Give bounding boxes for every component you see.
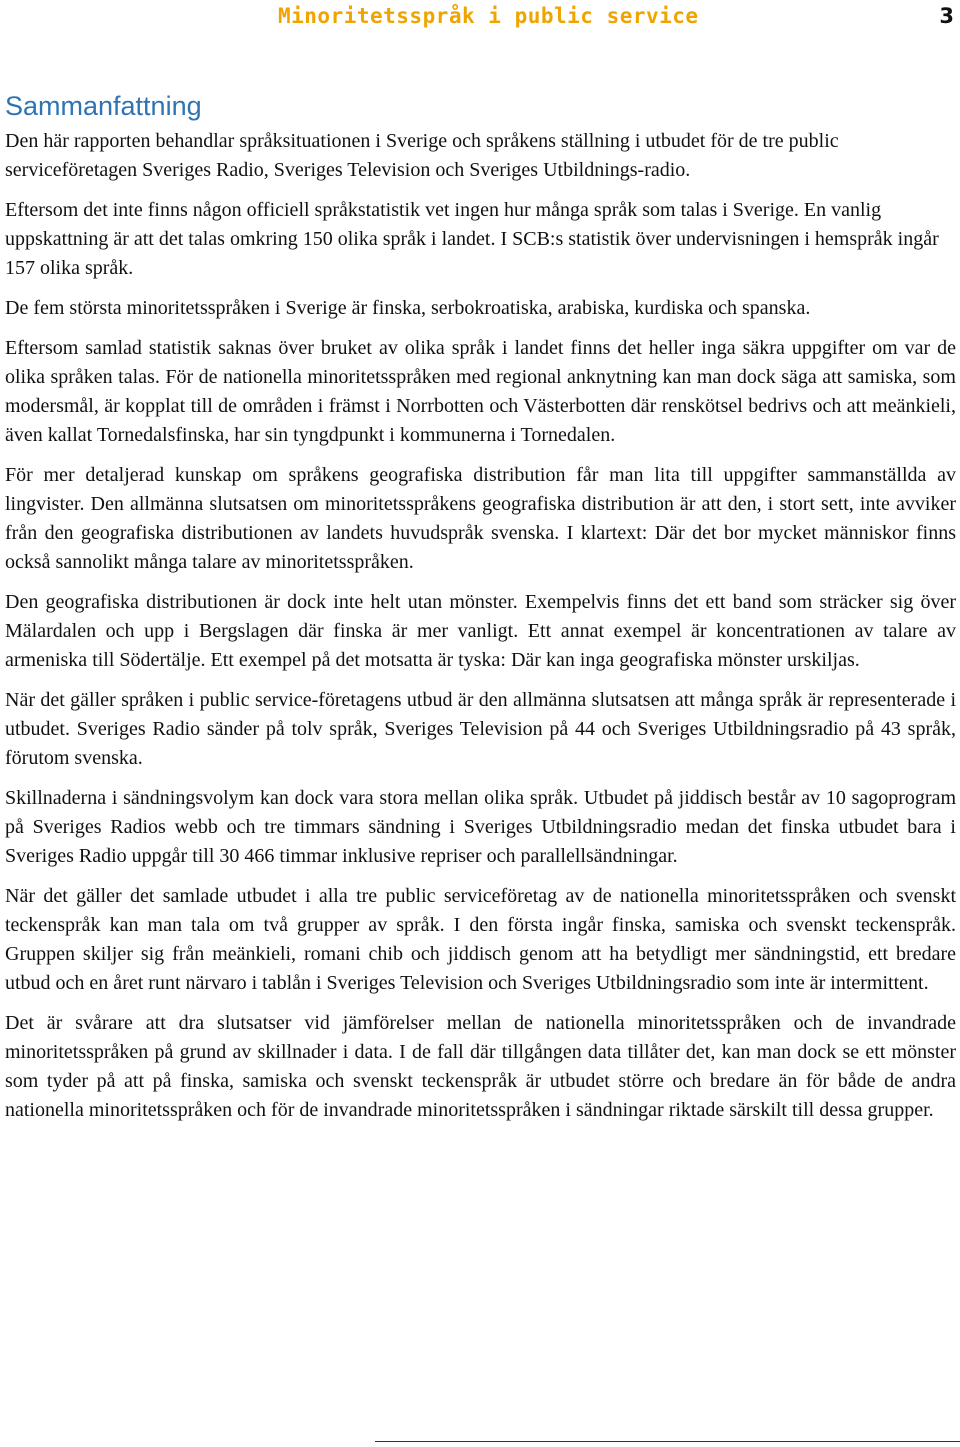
paragraph-8: Skillnaderna i sändningsvolym kan dock vara stora mellan olika språk. Utbudet på jiddisch består av 10 sagoprogram på Sveriges Radios webb och tre timmars sändning i Sveriges Utbildningsradio medan det finska utbudet bara i Sveriges Radio uppgår till 30 466 timmar inklusive repriser och parallellsändningar. bbox=[5, 787, 956, 867]
paragraph-9: När det gäller det samlade utbudet i alla tre public serviceföretag av de nationella minoritetsspråken och svenskt teckenspråk kan man tala om två grupper av språk. I den första ingår finska, samiska och svenskt teckenspråk. Gruppen skiljer sig från meänkieli, romani chib och jiddisch genom att ha betydligt mer sändningstid, ett bredare utbud och en året runt närvaro i tablån i Sveriges Television och Sveriges Utbildningsradio som inte är intermittent. bbox=[5, 885, 956, 994]
section-title: Sammanfattning bbox=[5, 91, 202, 121]
page-number: 3 bbox=[939, 4, 954, 28]
paragraph-5: För mer detaljerad kunskap om språkens geografiska distribution får man lita till uppgifter sammanställda av lingvister. Den allmänna slutsatsen om minoritetsspråkens geografiska distribution är att den, i stort sett, inte avviker från den geografiska distributionen av landets huvudspråk svenska. I klartext: Där det bor mycket människor finns också sannolikt många talare av minoritetsspråken. bbox=[5, 464, 956, 573]
paragraph-3: De fem största minoritetsspråken i Sverige är finska, serbokroatiska, arabiska, kurdiska och spanska. bbox=[5, 297, 811, 319]
paragraph-2: Eftersom det inte finns någon officiell språkstatistik vet ingen hur många språk som talas i Sverige. En vanlig uppskattning är att det talas omkring 150 olika språk i landet. I SCB:s statistik över undervisningen i hemspråk ingår 157 olika språk. bbox=[5, 199, 939, 279]
paragraph-7: När det gäller språken i public service-företagens utbud är den allmänna slutsatsen att många språk är representerade i utbudet. Sveriges Radio sänder på tolv språk, Sveriges Television på 44 och Sveriges Utbildningsradio på 43 språk, förutom svenska. bbox=[5, 689, 956, 769]
paragraph-6: Den geografiska distributionen är dock inte helt utan mönster. Exempelvis finns det ett band som sträcker sig över Mälardalen och upp i Bergslagen där finska är mer vanligt. Ett annat exempel är koncentrationen av talare av armeniska till Södertälje. Ett exempel på det motsatta är tyska: Där kan inga geografiska mönster urskiljas. bbox=[5, 591, 956, 671]
document-body bbox=[5, 86, 956, 1136]
footer-rule bbox=[375, 1441, 960, 1442]
running-title: Minoritetsspråk i public service bbox=[278, 4, 699, 28]
paragraph-10: Det är svårare att dra slutsatser vid jämförelser mellan de nationella minoritetsspråken och de invandrade minoritetsspråken på grund av skillnader i data. I de fall där tillgången data tillåter det, kan man dock se ett mönster som tyder på att på finska, samiska och svenskt teckenspråk är utbudet större och bredare än för både de andra nationella minoritetsspråken och för de invandrade minoritetsspråken i sändningar riktade särskilt till dessa grupper. bbox=[5, 1012, 956, 1121]
running-header bbox=[278, 4, 960, 32]
paragraph-1: Den här rapporten behandlar språksituationen i Sverige och språkens ställning i utbudet för de tre public serviceföretagen Sveriges Radio, Sveriges Television och Sveriges Utbildnings-radio. bbox=[5, 130, 839, 181]
paragraph-4: Eftersom samlad statistik saknas över bruket av olika språk i landet finns det heller inga säkra uppgifter om var de olika språken talas. För de nationella minoritetsspråken med regional anknytning kan man dock säga att samiska, som modersmål, är kopplat till de områden i främst i Norrbotten och Västerbotten där renskötsel bedrivs och att meänkieli, även kallat Tornedalsfinska, har sin tyngdpunkt i kommunerna i Tornedalen. bbox=[5, 337, 956, 446]
